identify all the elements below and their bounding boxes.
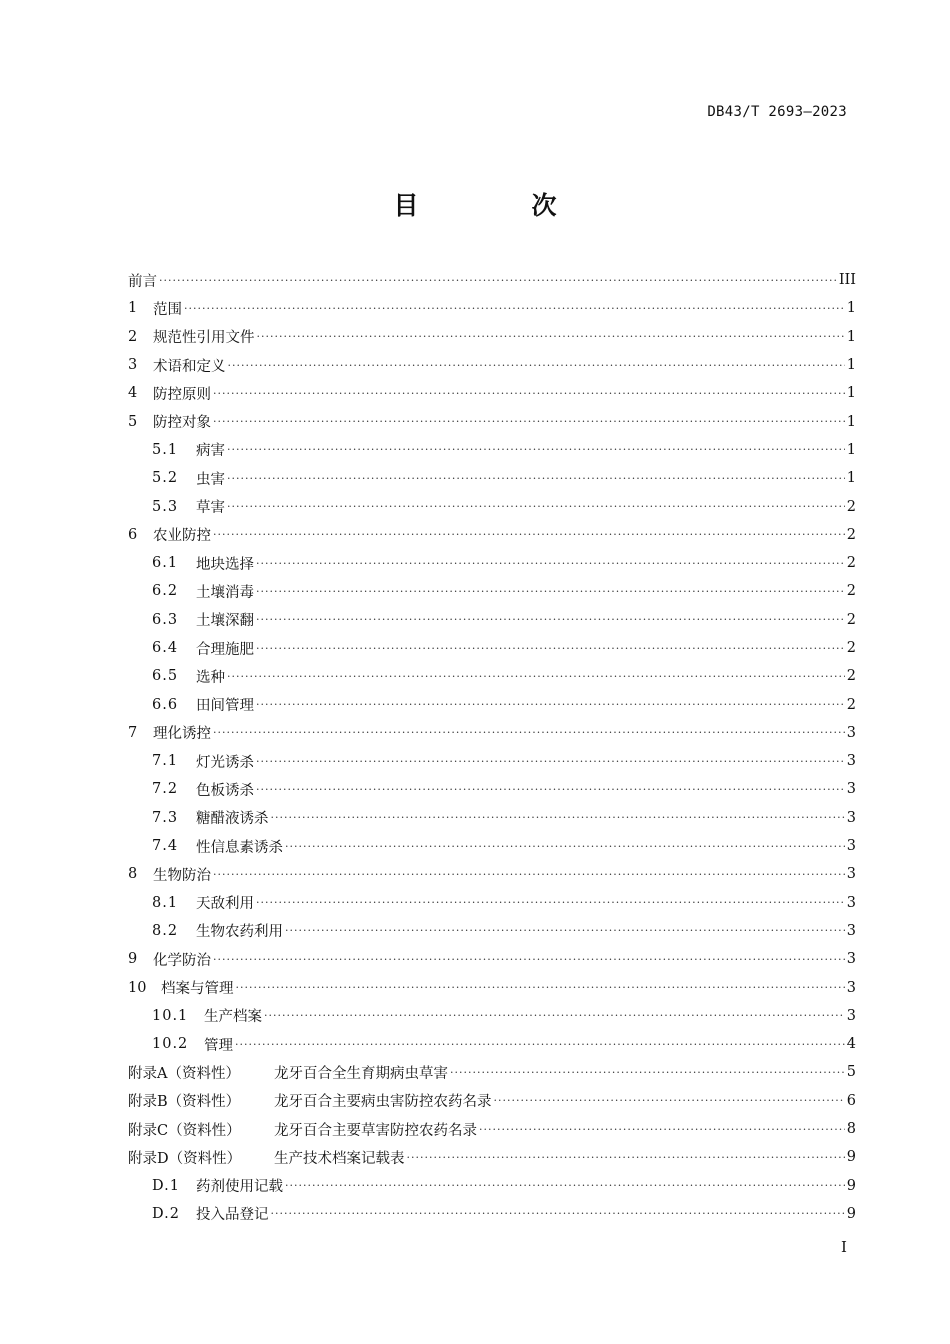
toc-entry[interactable] — [128, 747, 856, 775]
toc-entry-number: 7.3 — [152, 809, 179, 826]
toc-entry-title: 防控原则 — [153, 386, 211, 403]
toc-entry-title: 防控对象 — [153, 415, 211, 432]
toc-entry-title: 地块选择 — [196, 556, 254, 573]
toc-entry[interactable] — [128, 973, 856, 1001]
toc-entry[interactable] — [128, 436, 856, 464]
toc-entry-title: 档案与管理 — [161, 981, 234, 998]
toc-entry-number: 9 — [128, 951, 138, 968]
toc-entry-number: 6.4 — [152, 640, 179, 656]
toc-leader-dots — [285, 1179, 845, 1192]
toc-entry-page: 1 — [846, 470, 856, 487]
toc-leader-dots — [257, 330, 845, 343]
toc-entry-page: 1 — [846, 441, 856, 458]
toc-entry-number: 附录D（资料性） — [128, 1150, 242, 1167]
toc-entry-title: 规范性引用文件 — [153, 330, 255, 347]
toc-entry[interactable] — [128, 719, 856, 747]
toc-entry[interactable] — [128, 521, 856, 549]
toc-leader-dots — [407, 1151, 845, 1164]
toc-entry-page: 8 — [846, 1121, 856, 1138]
toc-leader-dots — [213, 415, 845, 428]
toc-entry[interactable] — [128, 634, 856, 662]
toc-leader-dots — [450, 1066, 845, 1079]
toc-entry-page: 2 — [846, 583, 856, 600]
toc-entry-page: 3 — [846, 894, 856, 911]
toc-entry-page: 5 — [846, 1064, 856, 1081]
table-of-contents — [128, 266, 856, 1228]
toc-entry-title: 投入品登记 — [196, 1207, 269, 1224]
toc-entry-number: 5.1 — [152, 441, 179, 458]
toc-leader-dots — [285, 924, 845, 937]
toc-entry-number: 6.1 — [152, 555, 179, 572]
toc-entry-title: 草害 — [196, 500, 225, 517]
toc-entry-page: III — [838, 272, 856, 289]
toc-entry[interactable] — [128, 606, 856, 634]
toc-entry-number: 8 — [128, 866, 138, 883]
toc-entry-page: 3 — [846, 951, 856, 968]
toc-entry-number: 10.2 — [152, 1036, 189, 1053]
toc-entry[interactable] — [128, 492, 856, 520]
toc-leader-dots — [264, 1009, 845, 1022]
toc-entry-title: 生产技术档案记载表 — [274, 1150, 405, 1167]
toc-entry-number: 10 — [128, 979, 147, 996]
toc-entry-page: 2 — [846, 640, 856, 656]
toc-entry-title: 色板诱杀 — [196, 782, 254, 799]
toc-leader-dots — [479, 1123, 845, 1136]
toc-entry[interactable] — [128, 1058, 856, 1086]
toc-leader-dots — [228, 359, 845, 372]
toc-entry-title: 管理 — [204, 1037, 233, 1054]
toc-entry-page: 2 — [846, 696, 856, 713]
toc-entry[interactable] — [128, 1002, 856, 1030]
page-title: 目 次 — [393, 191, 601, 220]
toc-entry-title: 范围 — [153, 301, 182, 318]
toc-leader-dots — [256, 783, 845, 796]
toc-entry[interactable] — [128, 1030, 856, 1058]
toc-leader-dots — [213, 953, 845, 966]
toc-leader-dots — [227, 500, 845, 513]
toc-entry-title: 理化诱控 — [153, 726, 211, 743]
toc-entry-number: 6.5 — [152, 668, 179, 685]
toc-entry[interactable] — [128, 662, 856, 690]
toc-entry-page: 3 — [846, 724, 856, 741]
toc-entry[interactable] — [128, 860, 856, 888]
toc-entry-number: 4 — [128, 385, 138, 402]
toc-entry-page: 4 — [846, 1036, 856, 1053]
toc-entry-title: 土壤消毒 — [196, 584, 254, 601]
toc-entry-page: 3 — [846, 1007, 856, 1024]
toc-entry[interactable] — [128, 464, 856, 492]
toc-entry-number: 附录C（资料性） — [128, 1122, 241, 1139]
toc-entry-title: 化学防治 — [153, 952, 211, 969]
toc-entry[interactable] — [128, 1115, 856, 1143]
toc-entry-title: 土壤深翻 — [196, 613, 254, 630]
toc-entry-page: 9 — [846, 1205, 856, 1222]
toc-leader-dots — [213, 726, 845, 739]
toc-entry[interactable] — [128, 407, 856, 435]
toc-leader-dots — [256, 755, 845, 768]
toc-entry-number: 5 — [128, 413, 138, 430]
toc-entry-number: 2 — [128, 328, 138, 345]
toc-entry-title: 天敌利用 — [196, 896, 254, 913]
toc-entry[interactable] — [128, 323, 856, 351]
toc-entry-title: 龙牙百合全生育期病虫草害 — [274, 1065, 448, 1082]
toc-entry-title: 糖醋液诱杀 — [196, 811, 269, 828]
toc-entry-page: 2 — [846, 498, 856, 515]
toc-entry-page: 3 — [846, 838, 856, 855]
toc-entry[interactable] — [128, 1143, 856, 1171]
toc-leader-dots — [227, 472, 845, 485]
toc-entry-number: D.1 — [152, 1177, 180, 1194]
toc-leader-dots — [256, 642, 845, 655]
toc-entry[interactable] — [128, 945, 856, 973]
toc-entry-page: 9 — [846, 1177, 856, 1194]
toc-entry-page: 3 — [846, 753, 856, 770]
toc-entry-title: 灯光诱杀 — [196, 754, 254, 771]
toc-entry-page: 6 — [846, 1092, 856, 1109]
toc-entry-page: 2 — [846, 555, 856, 572]
toc-entry[interactable] — [128, 549, 856, 577]
toc-entry-number: 6 — [128, 526, 138, 543]
toc-leader-dots — [256, 557, 845, 570]
toc-entry[interactable] — [128, 804, 856, 832]
toc-entry-number: 7.4 — [152, 838, 179, 855]
document-code: DB43/T 2693—2023 — [707, 104, 847, 120]
toc-entry-number: 5.2 — [152, 470, 179, 487]
toc-leader-dots — [256, 613, 845, 626]
toc-entry-number: 附录B（资料性） — [128, 1094, 241, 1111]
toc-entry-title: 病害 — [196, 443, 225, 460]
toc-entry-title: 龙牙百合主要草害防控农药名录 — [274, 1122, 477, 1139]
toc-leader-dots — [256, 585, 845, 598]
toc-entry-title: 生产档案 — [204, 1009, 262, 1026]
toc-entry-title: 虫害 — [196, 471, 225, 488]
toc-entry[interactable] — [128, 266, 856, 294]
toc-entry-title: 合理施肥 — [196, 641, 254, 658]
toc-entry[interactable] — [128, 690, 856, 718]
toc-entry-title: 生物防治 — [153, 867, 211, 884]
toc-entry-page: 3 — [846, 866, 856, 883]
toc-entry-number: D.2 — [152, 1205, 180, 1222]
toc-entry-number: 附录A（资料性） — [128, 1065, 240, 1082]
toc-entry-number: 3 — [128, 357, 138, 374]
toc-entry-title: 术语和定义 — [153, 358, 226, 375]
page-number: I — [841, 1238, 847, 1256]
toc-entry[interactable] — [128, 379, 856, 407]
toc-entry-number: 8.1 — [152, 894, 179, 911]
toc-entry-number: 10.1 — [152, 1007, 189, 1024]
toc-entry[interactable] — [128, 351, 856, 379]
toc-entry-number: 6.2 — [152, 583, 179, 600]
toc-entry-title: 药剂使用记载 — [196, 1179, 283, 1196]
toc-leader-dots — [159, 274, 837, 287]
toc-entry-page: 1 — [846, 385, 856, 402]
toc-leader-dots — [184, 302, 845, 315]
toc-entry-page: 1 — [846, 300, 856, 317]
toc-entry[interactable] — [128, 1087, 856, 1115]
toc-entry[interactable] — [128, 775, 856, 803]
toc-leader-dots — [285, 840, 845, 853]
toc-entry-page: 3 — [846, 809, 856, 826]
toc-entry-number: 6.3 — [152, 611, 179, 628]
toc-entry-page: 2 — [846, 526, 856, 543]
toc-entry-page: 3 — [846, 979, 856, 996]
toc-leader-dots — [227, 443, 845, 456]
toc-leader-dots — [494, 1094, 845, 1107]
toc-entry-number: 7.1 — [152, 753, 179, 770]
toc-entry[interactable] — [128, 917, 856, 945]
toc-leader-dots — [256, 698, 845, 711]
toc-entry[interactable] — [128, 832, 856, 860]
toc-entry-number: 1 — [128, 300, 138, 317]
toc-entry-page: 3 — [846, 922, 856, 939]
toc-entry-page: 1 — [846, 328, 856, 345]
toc-entry-title: 田间管理 — [196, 698, 254, 715]
toc-entry[interactable] — [128, 294, 856, 322]
toc-leader-dots — [271, 1207, 845, 1220]
toc-entry-page: 1 — [846, 357, 856, 374]
toc-leader-dots — [213, 528, 845, 541]
toc-entry-title: 农业防控 — [153, 528, 211, 545]
toc-entry-page: 9 — [846, 1149, 856, 1166]
toc-leader-dots — [271, 811, 845, 824]
toc-entry-title: 性信息素诱杀 — [196, 839, 283, 856]
toc-entry-number: 5.3 — [152, 498, 179, 515]
toc-leader-dots — [227, 670, 845, 683]
toc-leader-dots — [213, 868, 845, 881]
toc-entry[interactable] — [128, 889, 856, 917]
toc-leader-dots — [235, 1038, 845, 1051]
toc-leader-dots — [236, 981, 845, 994]
toc-entry[interactable] — [128, 577, 856, 605]
toc-entry-page: 2 — [846, 668, 856, 685]
toc-entry-page: 3 — [846, 781, 856, 798]
toc-entry-number: 7.2 — [152, 781, 179, 798]
toc-entry-title: 前言 — [128, 273, 157, 290]
toc-entry-title: 生物农药利用 — [196, 924, 283, 941]
toc-entry-number: 6.6 — [152, 696, 179, 713]
toc-entry-page: 2 — [846, 611, 856, 628]
toc-leader-dots — [213, 387, 845, 400]
toc-entry[interactable] — [128, 1172, 856, 1200]
toc-entry-title: 龙牙百合主要病虫害防控农药名录 — [274, 1094, 492, 1111]
toc-entry-title: 选种 — [196, 669, 225, 686]
toc-entry[interactable] — [128, 1200, 856, 1228]
toc-leader-dots — [256, 896, 845, 909]
toc-entry-page: 1 — [846, 413, 856, 430]
toc-entry-number: 8.2 — [152, 922, 179, 939]
toc-entry-number: 7 — [128, 724, 138, 741]
